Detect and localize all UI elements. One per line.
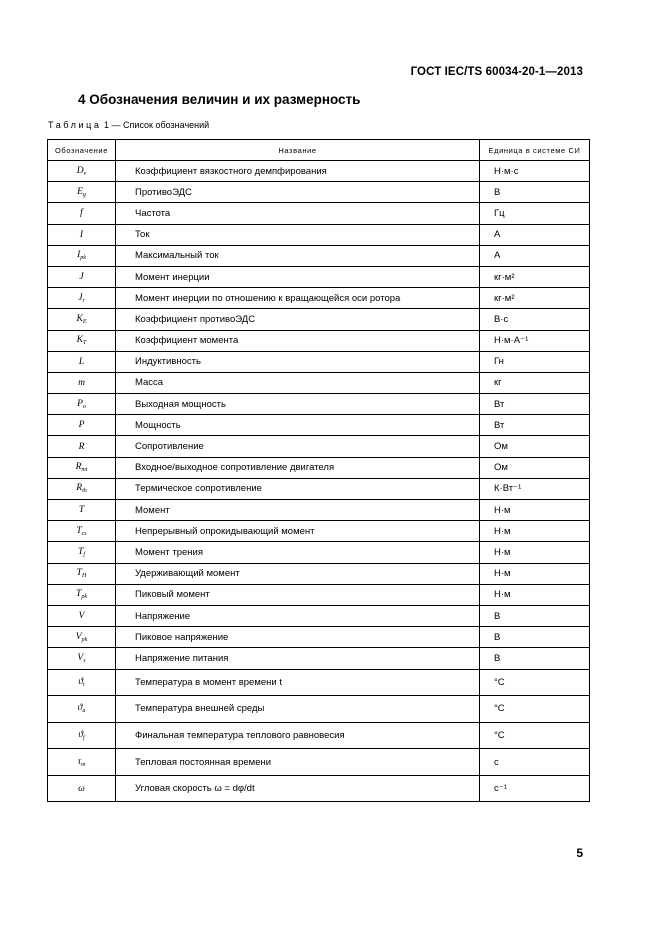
unit-cell: с⁻¹	[480, 775, 590, 802]
unit-cell: °С	[480, 696, 590, 723]
header-unit: Единица в системе СИ	[480, 140, 590, 161]
unit-cell: °С	[480, 722, 590, 749]
symbol-cell	[48, 648, 116, 669]
symbol-cell	[48, 542, 116, 563]
symbol-main: V	[75, 631, 82, 642]
symbol-subscript: th	[82, 488, 87, 495]
symbol-main: E	[77, 186, 83, 197]
header-name: Название	[116, 140, 480, 161]
table-body	[48, 161, 590, 802]
table-row	[48, 775, 590, 802]
unit-cell: Ом	[480, 457, 590, 478]
table-row	[48, 203, 590, 224]
symbol-cell	[48, 415, 116, 436]
table-row	[48, 394, 590, 415]
unit-cell: К·Вт⁻¹	[480, 478, 590, 499]
name-cell: Напряжение питания	[116, 648, 480, 669]
unit-cell: Н·м	[480, 500, 590, 521]
name-cell: Удерживающий момент	[116, 563, 480, 584]
unit-cell: В	[480, 182, 590, 203]
symbol-subscript: v	[83, 170, 87, 177]
table-row	[48, 372, 590, 393]
symbol-cell	[48, 245, 116, 266]
document-header: ГОСТ IEC/TS 60034-20-1—2013	[410, 66, 583, 78]
symbol-cell	[48, 309, 116, 330]
symbol-main: T	[76, 525, 82, 536]
symbol-main: ϑ	[78, 729, 83, 740]
table-row	[48, 161, 590, 182]
name-cell: Входное/выходное сопротивление двигателя	[116, 457, 480, 478]
unit-cell: Н·м	[480, 521, 590, 542]
symbol-cell	[48, 351, 116, 372]
symbol-cell	[48, 563, 116, 584]
name-cell: Температура внешней среды	[116, 696, 480, 723]
header-symbol: Обозначение	[48, 140, 116, 161]
symbol-subscript: pk	[81, 594, 87, 601]
name-cell: Ток	[116, 224, 480, 245]
name-cell: Момент трения	[116, 542, 480, 563]
symbol-cell	[48, 161, 116, 182]
symbol-main: ϑ	[78, 676, 83, 687]
unit-cell: Гц	[480, 203, 590, 224]
unit-cell: Н·м·А⁻¹	[480, 330, 590, 351]
table-row	[48, 696, 590, 723]
unit-cell: Н·м	[480, 542, 590, 563]
symbol-cell	[48, 478, 116, 499]
section-title: 4 Обозначения величин и их размерность	[78, 92, 361, 107]
unit-cell: Вт	[480, 415, 590, 436]
page-number: 5	[576, 846, 583, 860]
symbol-subscript: f	[83, 734, 85, 741]
symbol-cell	[48, 288, 116, 309]
table-row	[48, 605, 590, 626]
unit-cell: В	[480, 648, 590, 669]
symbol-subscript: mt	[81, 467, 88, 474]
symbol-main: τ	[77, 756, 82, 767]
table-row	[48, 722, 590, 749]
name-cell: ПротивоЭДС	[116, 182, 480, 203]
unit-cell: В	[480, 627, 590, 648]
symbol-cell	[48, 627, 116, 648]
table-row	[48, 415, 590, 436]
symbol-subscript: r	[82, 297, 85, 304]
unit-cell: Гн	[480, 351, 590, 372]
symbol-cell	[48, 203, 116, 224]
table-row	[48, 245, 590, 266]
name-cell: Масса	[116, 372, 480, 393]
table-row	[48, 584, 590, 605]
unit-cell: Ом	[480, 436, 590, 457]
table-row	[48, 542, 590, 563]
symbol-cell	[48, 584, 116, 605]
name-cell: Угловая скорость ω = dφ/dt	[116, 775, 480, 802]
symbol-subscript: g	[82, 191, 86, 198]
name-cell: Момент	[116, 500, 480, 521]
symbol-cell	[48, 330, 116, 351]
name-cell: Частота	[116, 203, 480, 224]
table-caption-number: 1	[104, 120, 110, 130]
symbol-cell	[48, 224, 116, 245]
symbol-subscript: m	[81, 761, 86, 768]
symbol-main: K	[76, 335, 83, 346]
unit-cell: кг·м²	[480, 288, 590, 309]
symbol-subscript: f	[83, 551, 85, 558]
table-row	[48, 436, 590, 457]
name-cell: Непрерывный опрокидывающий момент	[116, 521, 480, 542]
symbol-subscript: cs	[81, 530, 87, 537]
symbol-main: T	[76, 589, 82, 600]
name-cell: Тепловая постоянная времени	[116, 749, 480, 776]
symbol-main: R	[76, 483, 83, 494]
symbol-subscript: pk	[81, 636, 88, 643]
symbol-main: K	[76, 313, 83, 324]
symbol-main: R	[75, 462, 82, 473]
unit-cell: Вт	[480, 394, 590, 415]
table-row	[48, 309, 590, 330]
symbol-main: P	[78, 420, 85, 431]
symbol-subscript: s	[83, 657, 86, 664]
unit-cell: °С	[480, 669, 590, 696]
symbol-subscript: E	[82, 318, 87, 325]
symbol-cell	[48, 394, 116, 415]
unit-cell: Н·м	[480, 563, 590, 584]
name-cell: Коэффициент вязкостного демпфирования	[116, 161, 480, 182]
name-cell: Финальная температура теплового равновесия	[116, 722, 480, 749]
symbols-table	[47, 139, 590, 802]
table-row	[48, 648, 590, 669]
unit-cell: Н·м	[480, 584, 590, 605]
unit-cell: В·с	[480, 309, 590, 330]
table-row	[48, 288, 590, 309]
unit-cell: с	[480, 749, 590, 776]
name-cell: Пиковый момент	[116, 584, 480, 605]
table-row	[48, 500, 590, 521]
symbol-cell	[48, 605, 116, 626]
table-row	[48, 478, 590, 499]
name-cell: Максимальный ток	[116, 245, 480, 266]
unit-cell: А	[480, 245, 590, 266]
table-header-row	[48, 140, 590, 161]
symbol-main: L	[78, 356, 85, 367]
symbol-main: V	[78, 611, 85, 622]
symbol-main: m	[78, 377, 85, 388]
symbol-main: J	[78, 292, 83, 303]
symbol-cell	[48, 500, 116, 521]
unit-cell: В	[480, 605, 590, 626]
unit-cell: кг·м²	[480, 266, 590, 287]
name-cell: Момент инерции по отношению к вращающейся оси ротора	[116, 288, 480, 309]
symbol-cell	[48, 457, 116, 478]
table-caption	[48, 120, 209, 130]
table-caption-text: — Список обозначений	[111, 120, 210, 130]
symbol-cell	[48, 436, 116, 457]
unit-cell: кг	[480, 372, 590, 393]
symbol-main: R	[78, 441, 85, 452]
name-cell: Коэффициент противоЭДС	[116, 309, 480, 330]
table-row	[48, 351, 590, 372]
name-cell: Выходная мощность	[116, 394, 480, 415]
symbol-cell	[48, 266, 116, 287]
symbol-subscript: pk	[80, 255, 86, 262]
symbol-main: T	[76, 568, 82, 579]
table-row	[48, 330, 590, 351]
name-cell: Коэффициент момента	[116, 330, 480, 351]
symbol-main: T	[78, 505, 85, 516]
name-cell: Индуктивность	[116, 351, 480, 372]
table-row	[48, 627, 590, 648]
unit-cell: А	[480, 224, 590, 245]
symbol-subscript: T	[83, 340, 87, 347]
symbol-cell	[48, 521, 116, 542]
symbol-main: f	[80, 208, 83, 219]
symbol-subscript: o	[82, 403, 86, 410]
symbol-main: T	[78, 546, 84, 557]
symbol-main: V	[77, 652, 84, 663]
name-cell: Мощность	[116, 415, 480, 436]
symbol-cell	[48, 722, 116, 749]
table-row	[48, 266, 590, 287]
symbol-cell	[48, 696, 116, 723]
name-cell: Сопротивление	[116, 436, 480, 457]
table-row	[48, 563, 590, 584]
symbol-subscript: t	[83, 681, 85, 688]
symbol-cell	[48, 372, 116, 393]
unit-cell: Н·м·с	[480, 161, 590, 182]
symbol-cell	[48, 749, 116, 776]
symbol-main: P	[77, 398, 83, 409]
table-row	[48, 749, 590, 776]
symbol-main: ϑ	[77, 703, 83, 714]
symbol-cell	[48, 182, 116, 203]
table-caption-prefix: Таблица	[48, 120, 102, 130]
table-row	[48, 669, 590, 696]
symbol-main: I	[79, 229, 84, 240]
symbol-main: J	[79, 272, 84, 283]
symbol-subscript: a	[82, 708, 86, 715]
table-row	[48, 457, 590, 478]
table-row	[48, 521, 590, 542]
symbol-main: ω	[78, 783, 85, 794]
symbol-main: D	[76, 165, 84, 176]
table-row	[48, 182, 590, 203]
table-row	[48, 224, 590, 245]
symbol-cell	[48, 775, 116, 802]
name-cell: Температура в момент времени t	[116, 669, 480, 696]
symbol-cell	[48, 669, 116, 696]
symbol-subscript: H	[81, 573, 87, 580]
name-cell: Момент инерции	[116, 266, 480, 287]
name-cell: Термическое сопротивление	[116, 478, 480, 499]
name-cell: Напряжение	[116, 605, 480, 626]
symbol-main: I	[77, 250, 81, 261]
name-cell: Пиковое напряжение	[116, 627, 480, 648]
